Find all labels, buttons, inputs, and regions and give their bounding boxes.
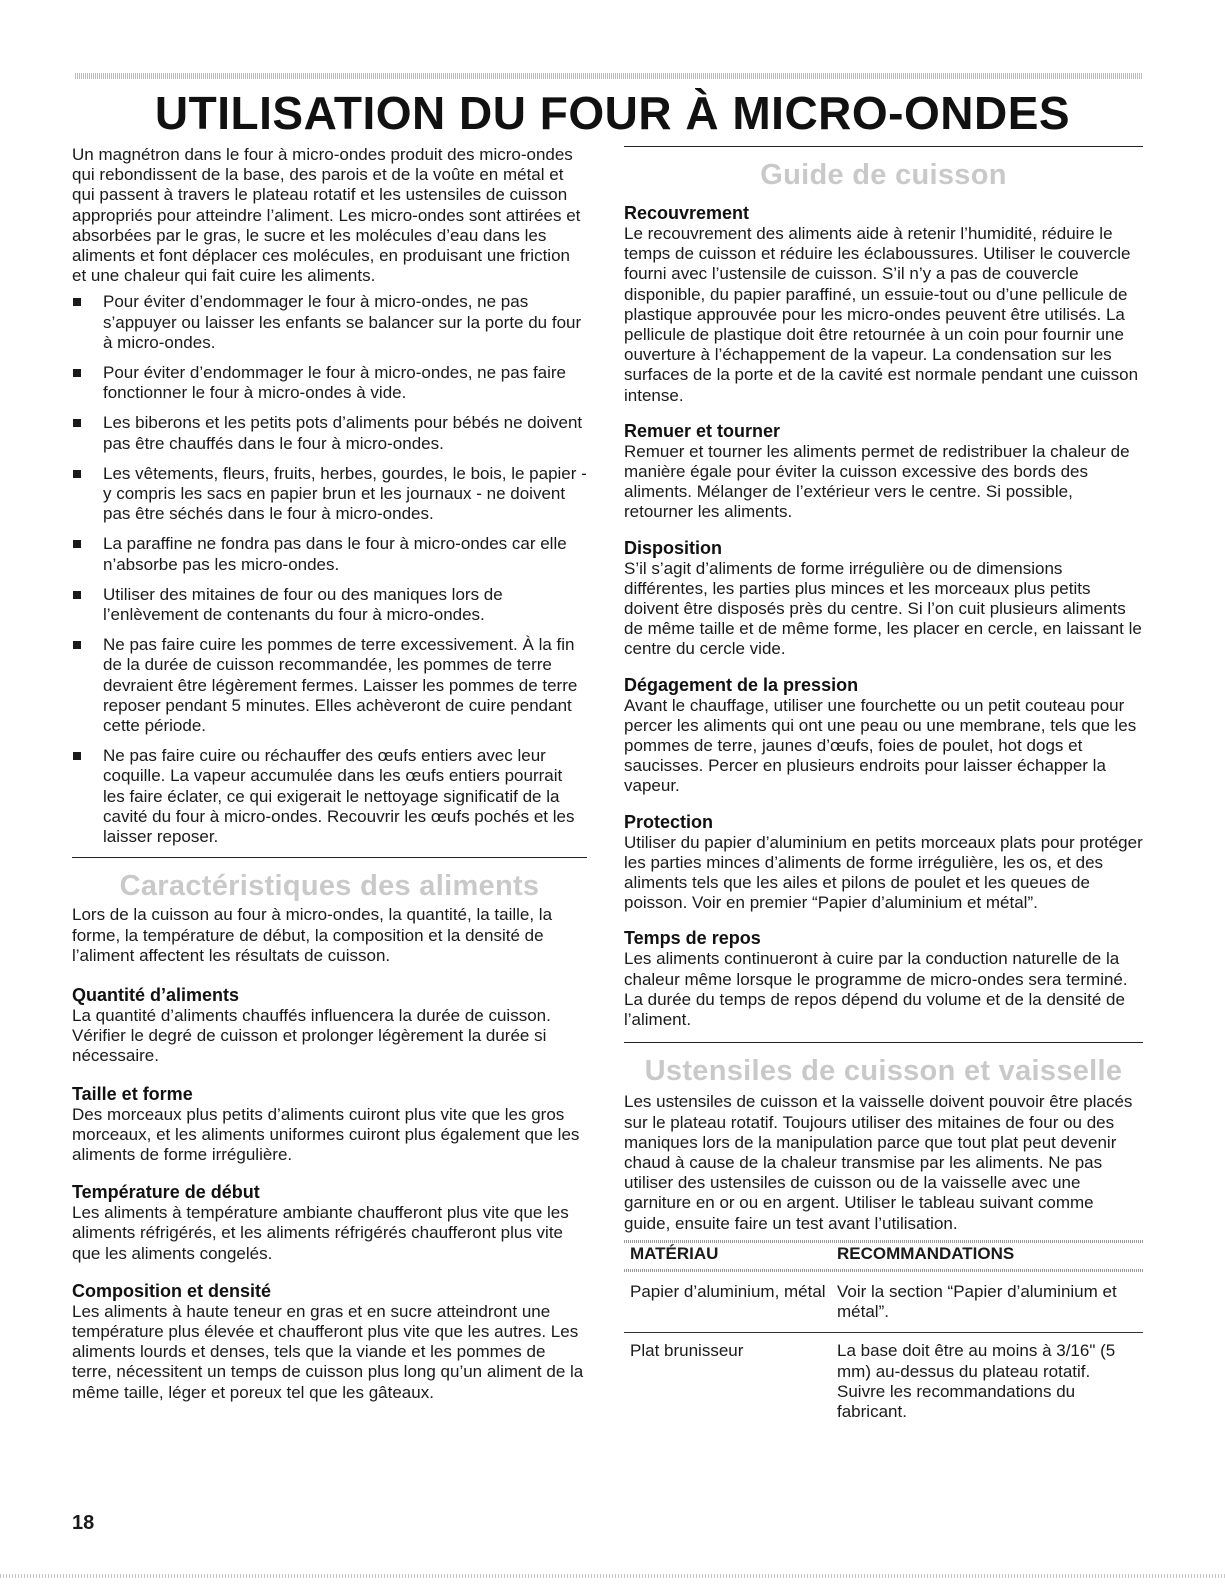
- subheading: Temps de repos: [624, 928, 761, 949]
- page-title: UTILISATION DU FOUR À MICRO-ONDES: [154, 87, 1071, 139]
- food-characteristics-intro: Lors de la cuisson au four à micro-ondes, la quantité, la taille, la forme, la température de début, la composition et la densité de l’aliment affectent les résultats de cuisson.: [72, 905, 553, 965]
- table-cell: Plat brunisseur: [624, 1333, 837, 1432]
- subheading: Recouvrement: [624, 203, 750, 223]
- list-item: Pour éviter d’endommager le four à micro-ondes, ne pas faire fonctionner le four à micro-ondes à vide.: [72, 363, 587, 403]
- body-text: Des morceaux plus petits d’aliments cuiront plus vite que les gros morceaux, et les aliments uniformes cuiront plus également que les aliments de forme irrégulière.: [72, 1104, 580, 1164]
- bottom-dotted-rule: [0, 1574, 1225, 1578]
- top-dotted-rule: [75, 73, 1143, 79]
- pressure-release-block: [624, 674, 1143, 797]
- list-item: Les vêtements, fleurs, fruits, herbes, gourdes, le bois, le papier - y compris les sacs en papier brun et les journaux - ne doivent pas être séchés dans le four à micro-ondes.: [72, 464, 587, 525]
- arrangement-block: [624, 537, 1143, 660]
- cooking-guide-heading: Guide de cuisson: [760, 159, 1007, 191]
- intro-paragraph: Un magnétron dans le four à micro-ondes produit des micro-ondes qui rebondissent de la base, des parois et de la voûte en métal et qui passent à travers le plateau rotatif et les ustensiles de cuisson appropriés pour atteindre l’aliment. Les micro-ondes sont attirées et absorbées par le gras, le sucre et les molécules d’eau dans les aliments et font déplacer ces molécules, en produisant une friction et une chaleur qui fait cuire les aliments.: [72, 145, 581, 286]
- list-item: Pour éviter d’endommager le four à micro-ondes, ne pas s’appuyer ou laisser les enfants se balancer sur la porte du four à micro-ondes.: [72, 292, 587, 353]
- stir-turn-block: [624, 420, 1143, 523]
- table-row: [624, 1272, 1143, 1333]
- list-item: La paraffine ne fondra pas dans le four à micro-ondes car elle n’absorbe pas les micro-ondes.: [72, 534, 587, 574]
- table-row: [624, 1333, 1143, 1432]
- body-text: Les aliments à haute teneur en gras et en sucre atteindront une température plus élevée et chaufferont plus vite que les autres. Les aliments lourds et denses, tels que la viande et les pommes de terre, nécessitent un temps de cuisson plus long qu’un aliment de la même taille, léger et poreux tel que les gâteaux.: [72, 1301, 584, 1402]
- bullet-square-icon: [73, 752, 81, 760]
- body-text: Avant le chauffage, utiliser une fourchette ou un petit couteau pour percer les aliments qui ont une peau ou une membrane, tels que les pommes de terre, jaunes d’œufs, foies de poulet, hot dogs et saucisses. Percer en plusieurs endroits pour laisser échapper la vapeur.: [624, 695, 1137, 796]
- right-column: [624, 146, 1143, 1432]
- section-divider: [624, 146, 1143, 147]
- covering-block: [624, 202, 1143, 406]
- subheading: Disposition: [624, 537, 722, 558]
- bullet-square-icon: [73, 369, 81, 377]
- list-item: Utiliser des mitaines de four ou des maniques lors de l’enlèvement de contenants du four à micro-ondes.: [72, 585, 587, 625]
- food-start-temperature-block: [72, 1181, 587, 1264]
- body-text: S’il s’agit d’aliments de forme irrégulière ou de dimensions différentes, les parties plus minces et les morceaux plus petits doivent être disposés près du centre. Si l’on cuit plusieurs aliments de même taille et de même forme, les placer en cercle, en laissant le centre du cercle vide.: [624, 558, 1142, 659]
- table-cell: Papier d’aluminium, métal: [630, 1281, 826, 1301]
- left-column: [72, 145, 587, 1417]
- bullet-square-icon: [73, 470, 81, 478]
- section-divider: [624, 1042, 1143, 1043]
- subheading: Protection: [624, 811, 714, 832]
- body-text: Le recouvrement des aliments aide à retenir l’humidité, réduire le temps de cuisson et réduire les éclaboussures. Utiliser le couvercle fourni avec l’ustensile de cuisson. S’il n’y a pas de couvercle disponible, du papier paraffiné, un essuie-tout ou d’une pellicule de plastique approuvée pour les micro-ondes peuvent être utilisés. La pellicule de plastique doit être retournée à un coin pour fournir une ouverture à l’échappement de la vapeur. La condensation sur les surfaces de la porte et de la cavité est normale pendant une cuisson intense.: [624, 224, 1139, 405]
- column-header-material: MATÉRIAU: [630, 1243, 719, 1263]
- list-item: Les biberons et les petits pots d’aliments pour bébés ne doivent pas être chauffés dans le four à micro-ondes.: [72, 413, 587, 453]
- page-number: 18: [72, 1512, 95, 1534]
- body-text: Utiliser du papier d’aluminium en petits morceaux plats pour protéger les parties minces d’aliments de forme irrégulière, les os, et des aliments tels que les ailes et pilons de poulet et les queues de poisson. Voir en premier “Papier d’aluminium et métal”.: [624, 832, 1143, 913]
- column-header-recommendations: RECOMMANDATIONS: [837, 1243, 1015, 1263]
- list-item: Ne pas faire cuire ou réchauffer des œufs entiers avec leur coquille. La vapeur accumulée dans les œufs entiers pourrait les faire éclater, ce qui exigerait le nettoyage significatif de la cavité du four à micro-ondes. Recouvrir les œufs pochés et les laisser reposer.: [72, 746, 587, 847]
- subheading: Température de début: [72, 1182, 260, 1203]
- bullet-square-icon: [73, 419, 81, 427]
- bullet-square-icon: [73, 298, 81, 306]
- standing-time-block: [624, 927, 1143, 1030]
- safety-bullet-list: [72, 292, 587, 847]
- food-quantity-block: [72, 984, 587, 1067]
- list-item: Ne pas faire cuire les pommes de terre excessivement. À la fin de la durée de cuisson recommandée, les pommes de terre devraient être légèrement fermes. Laisser les pommes de terre reposer pendant 5 minutes. Elles achèveront de cuire pendant cette période.: [72, 635, 587, 736]
- subheading: Composition et densité: [72, 1280, 272, 1301]
- bullet-square-icon: [73, 540, 81, 548]
- bullet-square-icon: [73, 641, 81, 649]
- table-cell: Voir la section “Papier d’aluminium et métal”.: [837, 1281, 1117, 1322]
- body-text: La quantité d’aliments chauffés influencera la durée de cuisson. Vérifier le degré de cuisson et prolonger légèrement la durée si nécessaire.: [72, 1005, 551, 1066]
- subheading: Remuer et tourner: [624, 420, 781, 441]
- table-cell: La base doit être au moins à 3/16" (5 mm) au-dessus du plateau rotatif. Suivre les recommandations du fabricant.: [837, 1333, 1143, 1432]
- utensils-intro: Les ustensiles de cuisson et la vaisselle doivent pouvoir être placés sur le plateau rotatif. Toujours utiliser des mitaines de four ou des maniques lors de la manipulation parce que tout plat peut devenir chaud à cause de la chaleur transmise par les aliments. Ne pas utiliser des ustensiles de cuisson ou de la vaisselle avec une garniture en or ou en argent. Utiliser le tableau suivant comme guide, ensuite faire un test avant l’utilisation.: [624, 1092, 1133, 1233]
- bullet-square-icon: [73, 591, 81, 599]
- section-divider: [72, 857, 587, 858]
- food-composition-density-block: [72, 1280, 587, 1403]
- subheading: Dégagement de la pression: [624, 674, 859, 695]
- subheading: Taille et forme: [72, 1083, 193, 1104]
- food-size-shape-block: [72, 1083, 587, 1166]
- body-text: Les aliments à température ambiante chaufferont plus vite que les aliments réfrigérés, et les aliments réfrigérés chaufferont plus vite que les aliments congelés.: [72, 1203, 569, 1263]
- food-characteristics-heading: Caractéristiques des aliments: [119, 870, 540, 903]
- shielding-block: [624, 811, 1143, 914]
- utensils-table: [624, 1240, 1143, 1432]
- body-text: Remuer et tourner les aliments permet de redistribuer la chaleur de manière égale pour éviter la cuisson excessive des bords des aliments. Mélanger de l’extérieur vers le centre. Si possible, retourner les aliments.: [624, 441, 1130, 522]
- utensils-heading: Ustensiles de cuisson et vaisselle: [644, 1055, 1123, 1088]
- table-header-row: [624, 1240, 1143, 1272]
- subheading: Quantité d’aliments: [72, 984, 240, 1005]
- body-text: Les aliments continueront à cuire par la conduction naturelle de la chaleur même lorsque le programme de micro-ondes sera terminé. La durée du temps de repos dépend du volume et de la densité de l’aliment.: [624, 949, 1128, 1030]
